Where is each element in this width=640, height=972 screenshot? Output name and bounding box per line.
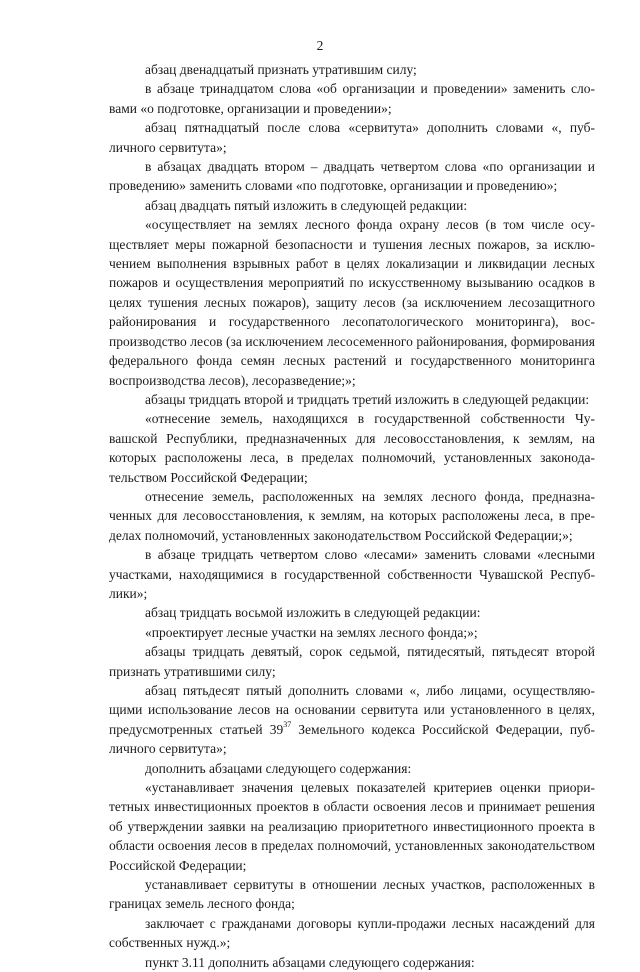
paragraph: в абзаце тридцать четвертом слово «лесами» заменить словами «лесными участками, находящимися в государственной собственности Чувашской Республики»; [109, 547, 595, 601]
page-number: 2 [316, 38, 324, 53]
paragraph: в абзаце тринадцатом слова «об организации и проведении» заменить словами «о подготовке, организации и проведении»; [109, 81, 595, 116]
paragraph: в абзацах двадцать втором – двадцать четвертом слова «по организации и проведению» заменить словами «по подготовке, организации и проведению»; [109, 159, 595, 194]
paragraph: отнесение земель, расположенных на землях лесного фонда, предназначенных для лесовосстановления, к землям, на которых расположены леса, в пределах полномочий, установленных законодательством Российской Федерации;»; [109, 488, 595, 543]
paragraph: абзац двадцать пятый изложить в следующей редакции: [145, 197, 468, 213]
paragraph: устанавливает сервитуты в отношении лесных участков, расположенных в границах земель лесного фонда; [109, 877, 595, 912]
paragraph-with-superscript [109, 681, 595, 759]
paragraph: «отнесение земель, находящихся в государственной собственности Чувашской Республики, предназначенных для лесовосстановления, к землям, на которых расположены леса, в пределах полномочий, установленных законодательством Российской Федерации; [109, 411, 595, 485]
paragraph: заключает с гражданами договоры купли-продажи лесных насаждений для собственных нужд.»; [109, 915, 595, 951]
paragraph: пункт 3.11 дополнить абзацами следующего содержания: [145, 954, 475, 970]
paragraph: «осуществляет на землях лесного фонда охрану лесов (в том числе осуществляет меры пожарной безопасности и тушения лесных пожаров, за исключением выполнения взрывных работ в целях локализации и ликвидации лесных пожаров и осуществления мероприятий по искусственному вызыванию осадков в целях тушения лесных пожаров), защиту лесов (за исключением лесозащитного районирования и государственного лесопатологического мониторинга), воспроизводство лесов (за исключением лесосеменного районирования, формирования федерального фонда семян лесных растений и государственного мониторинга воспроизводства лесов), лесоразведение;»; [109, 217, 595, 388]
paragraph: абзацы тридцать второй и тридцать третий изложить в следующей редакции: [145, 391, 590, 407]
document-body [109, 60, 595, 972]
paragraph: «устанавливает значения целевых показателей критериев оценки приоритетных инвестиционных проектов в области освоения лесов и принимает решения об утверждении заявки на реализацию приоритетного инвестиционного проекта в области освоения лесов в пределах полномочий, установленных законодательством Российской Федерации; [109, 780, 595, 873]
paragraph-text: абзац пятьдесят пятый дополнить словами «, либо лицами, осуществляющими использование лесов на основании сервитута или установленного в целях, предусмотренных статьей 39 [109, 683, 595, 737]
article-superscript: 37 [283, 720, 292, 730]
paragraph-text: Земельного кодекса Российской Федерации, публичного сервитута»; [109, 721, 596, 757]
paragraph: дополнить абзацами следующего содержания: [145, 760, 412, 776]
paragraph: «проектирует лесные участки на землях лесного фонда;»; [145, 624, 478, 640]
paragraph: абзац двенадцатый признать утратившим силу; [145, 62, 417, 77]
paragraph: абзац пятнадцатый после слова «сервитута» дополнить словами «, публичного сервитута»; [109, 120, 595, 155]
paragraph: абзацы тридцать девятый, сорок седьмой, пятидесятый, пятьдесят второй признать утратившими силу; [109, 644, 595, 679]
paragraph: абзац тридцать восьмой изложить в следующей редакции: [145, 605, 481, 621]
